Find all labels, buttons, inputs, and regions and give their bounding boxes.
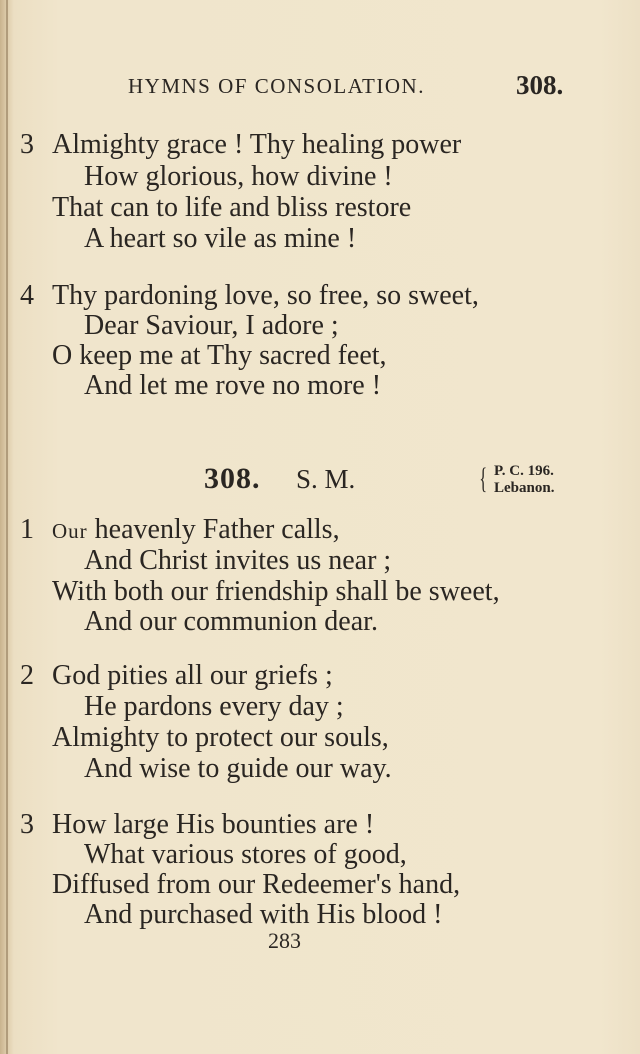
hymn-meter: S. M.	[296, 464, 356, 494]
stanza-number: 3	[20, 129, 34, 160]
stanza-number: 1	[20, 514, 34, 545]
verse-line: That can to life and bliss restore	[52, 192, 412, 223]
verse-line: And purchased with His blood !	[84, 899, 443, 930]
page-binding-edge	[6, 0, 8, 1054]
verse-line: And our communion dear.	[84, 606, 378, 637]
first-word-small-caps: Our	[52, 519, 88, 543]
verse-line: And let me rove no more !	[84, 370, 382, 401]
verse-line: And Christ invites us near ;	[84, 545, 392, 576]
verse-line: He pardons every day ;	[84, 691, 344, 722]
page-number: 283	[268, 928, 301, 953]
running-head	[0, 70, 640, 106]
verse-line: Almighty grace ! Thy healing power	[52, 129, 462, 160]
stanza-number: 3	[20, 809, 34, 840]
verse-line: God pities all our griefs ;	[52, 660, 333, 691]
verse-line	[52, 515, 340, 546]
brace-icon: {	[479, 462, 488, 495]
verse-line: Almighty to protect our souls,	[52, 722, 389, 753]
stanza-number: 2	[20, 660, 34, 691]
verse-line: How glorious, how divine !	[84, 161, 393, 192]
hymn-number: 308.	[204, 462, 261, 495]
verse-line: Diffused from our Redeemer's hand,	[52, 869, 461, 900]
verse-line: With both our friendship shall be sweet,	[52, 576, 500, 607]
verse-line: And wise to guide our way.	[84, 753, 392, 784]
verse-line: Thy pardoning love, so free, so sweet,	[52, 280, 479, 311]
verse-line: Dear Saviour, I adore ;	[84, 310, 339, 341]
tune-name: Lebanon.	[494, 480, 555, 496]
tune-reference: P. C. 196.	[494, 463, 554, 479]
verse-line: What various stores of good,	[84, 839, 407, 870]
running-head-title: HYMNS OF CONSOLATION.	[128, 74, 425, 98]
stanza-number: 4	[20, 280, 34, 311]
hymn-heading	[0, 460, 640, 500]
verse-line: A heart so vile as mine !	[84, 223, 357, 254]
running-head-page-label: 308.	[516, 70, 564, 100]
verse-line: O keep me at Thy sacred feet,	[52, 340, 387, 371]
verse-line-text: heavenly Father calls,	[87, 514, 340, 545]
verse-line: How large His bounties are !	[52, 809, 375, 840]
